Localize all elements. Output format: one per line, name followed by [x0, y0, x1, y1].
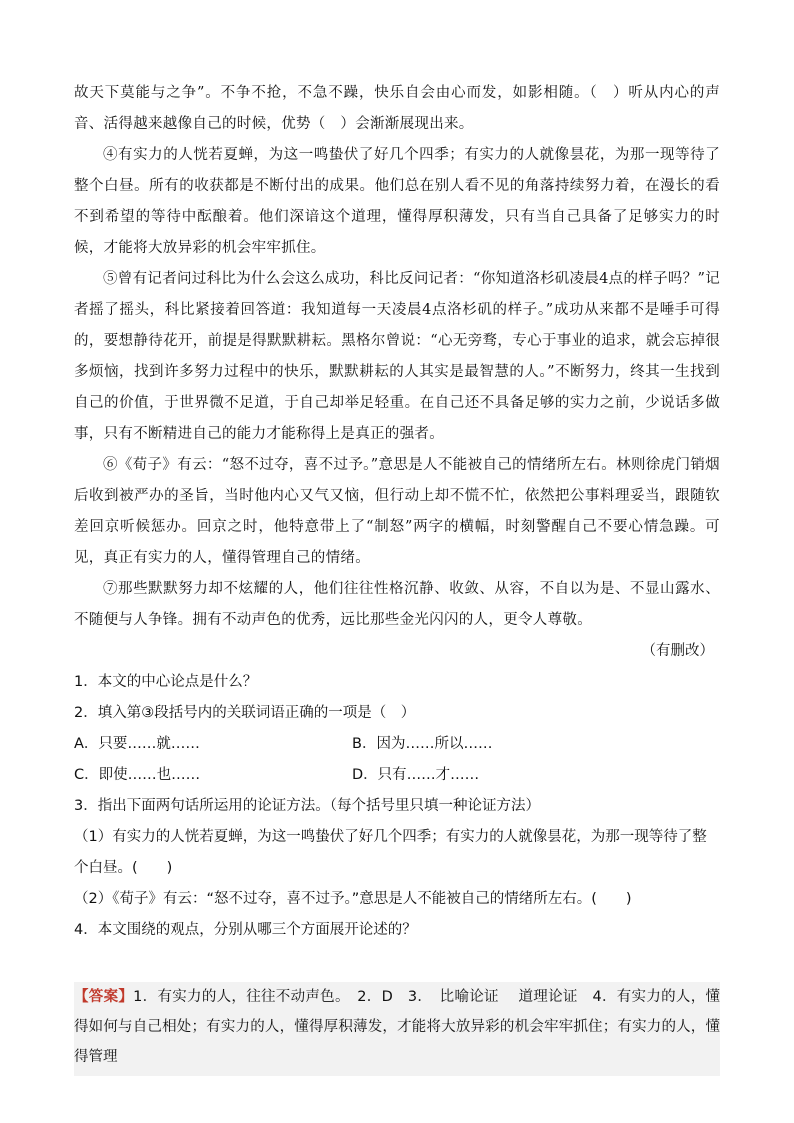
paragraph-3-continuation: 故天下莫能与之争”。不争不抢，不急不躁，快乐自会由心而发，如影相随。（ ）听从内心的声音、活得越来越像自己的时候，优势（ ）会渐渐展现出来。 — [74, 85, 720, 132]
question-1: 1．本文的中心论点是什么？ — [74, 674, 258, 690]
paragraph-6: ⑥《荀子》有云：“怒不过夺，喜不过予。”意思是人不能被自己的情绪所左右。林则徐虎门销烟后收到被严办的圣旨，当时他内心又气又恼，但行动上却不慌不忙，依然把公事料理妥当，跟随钦差回京听候惩办。回京之时，他特意带上了“制怒”两字的横幅，时刻警醒自己不要心情急躁。可见，真正有实力的人，懂得管理自己的情绪。 — [74, 457, 720, 566]
question-2: 2．填入第③段括号内的关联词语正确的一项是（ ） — [74, 705, 416, 721]
question-3-item-2: （2）《荀子》有云：“怒不过夺，喜不过予。”意思是人不能被自己的情绪所左右。( ) — [74, 891, 632, 907]
question-4: 4．本文围绕的观点，分别从哪三个方面展开论述的？ — [74, 922, 417, 938]
questions-section — [74, 667, 720, 946]
answer-text: 1．有实力的人，往往不动声色。 2．D 3． 比喻论证 道理论证 4．有实力的人，懂得如何与自己相处；有实力的人，懂得厚积薄发，才能将大放异彩的机会牢牢抓住；有实力的人，懂得管理 — [74, 989, 720, 1065]
question-2-options-row-1 — [74, 729, 720, 760]
paragraph-5: ⑤曾有记者问过科比为什么会这么成功，科比反问记者：“你知道洛杉矶凌晨4点的样子吗？”记者摇了摇头，科比紧接着回答道：我知道每一天凌晨4点洛杉矶的样子。”成功从来都不是唾手可得的，要想静待花开，前提是得默默耕耘。黑格尔曾说：“心无旁骛，专心于事业的追求，就会忘掉很多烦恼，找到许多努力过程中的快乐，默默耕耘的人其实是最智慧的人。”不断努力，终其一生找到自己的价值，于世界微不足道，于自己却举足轻重。在自己还不具备足够的实力之前，少说话多做事，只有不断精进自己的能力才能称得上是真正的强者。 — [74, 271, 720, 442]
option-b: B．因为……所以…… — [352, 736, 493, 752]
question-2-options-row-2 — [74, 760, 720, 791]
source-note: （有删改） — [641, 643, 714, 659]
question-3: 3．指出下面两句话所运用的论证方法。（每个括号里只填一种论证方法） — [74, 798, 540, 814]
option-d: D．只有……才…… — [352, 767, 480, 783]
answer-box — [74, 982, 720, 1076]
question-3-item-1: （1）有实力的人恍若夏蝉，为这一鸣蛰伏了好几个四季；有实力的人就像昙花，为那一现等待了整个白昼。( ) — [74, 829, 707, 876]
answer-tag: 【答案】 — [74, 989, 134, 1005]
option-c: C．即使……也…… — [74, 767, 201, 783]
document-page — [74, 78, 720, 946]
paragraph-7: ⑦那些默默努力却不炫耀的人，他们往往性格沉静、收敛、从容，不自以为是、不显山露水、不随便与人争锋。拥有不动声色的优秀，远比那些金光闪闪的人，更令人尊敬。 — [74, 581, 720, 628]
paragraph-4: ④有实力的人恍若夏蝉，为这一鸣蛰伏了好几个四季；有实力的人就像昙花，为那一现等待了整个白昼。所有的收获都是不断付出的成果。他们总在别人看不见的角落持续努力着，在漫长的看不到希望的等待中酝酿着。他们深谙这个道理，懂得厚积薄发，只有当自己具备了足够实力的时候，才能将大放异彩的机会牢牢抓住。 — [74, 147, 720, 256]
option-a: A．只要……就…… — [74, 736, 200, 752]
